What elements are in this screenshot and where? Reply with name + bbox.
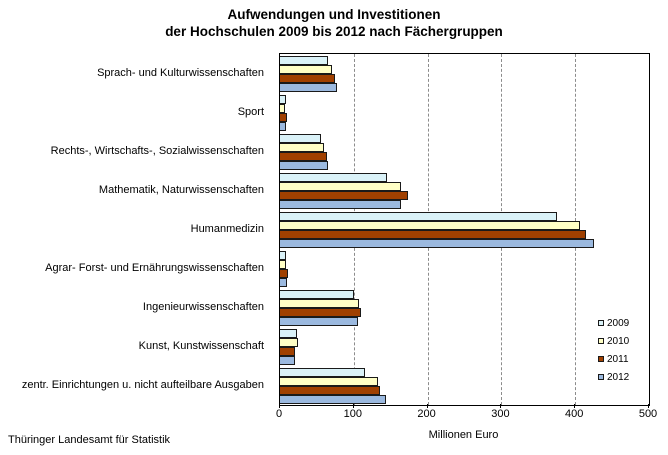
source-attribution: Thüringer Landesamt für Statistik: [8, 434, 171, 446]
bar-2010: [280, 299, 359, 308]
category-label-3: Rechts-, Wirtschafts-, Sozialwissenschaften: [50, 144, 264, 157]
bar-2012: [280, 200, 401, 209]
chart-title: [0, 6, 668, 40]
chart-title-line2: der Hochschulen 2009 bis 2012 nach Fächergruppen: [165, 24, 503, 39]
bar-2010: [280, 65, 332, 74]
legend-item-2010: [598, 332, 629, 350]
bar-2010: [280, 182, 401, 191]
bar-2009: [280, 290, 354, 299]
bar-group-8: [280, 327, 649, 366]
legend-label-2012: 2012: [607, 371, 630, 383]
bar-2010: [280, 338, 298, 347]
bar-group-3: [280, 132, 649, 171]
plot-area: [279, 53, 650, 406]
legend-label-2011: 2011: [607, 353, 629, 365]
legend-label-2009: 2009: [607, 317, 630, 329]
bar-2011: [280, 386, 380, 395]
bar-2009: [280, 251, 286, 260]
bar-2009: [280, 368, 365, 377]
legend: [598, 314, 629, 386]
bar-2012: [280, 395, 386, 404]
bar-2012: [280, 161, 328, 170]
x-axis-title: Millionen Euro: [428, 429, 499, 441]
legend-label-2010: 2010: [607, 335, 630, 347]
bar-2009: [280, 173, 387, 182]
bar-group-1: [280, 54, 649, 93]
bar-2011: [280, 347, 295, 356]
bar-2010: [280, 143, 324, 152]
bar-2011: [280, 230, 586, 239]
legend-swatch-2012: [598, 374, 604, 380]
category-label-2: Sport: [237, 105, 264, 118]
x-tick-label-100: 100: [343, 408, 362, 420]
bar-group-4: [280, 171, 649, 210]
bar-group-6: [280, 249, 649, 288]
bar-2009: [280, 212, 557, 221]
bar-2009: [280, 56, 328, 65]
bar-group-2: [280, 93, 649, 132]
legend-swatch-2011: [598, 356, 604, 362]
bar-2012: [280, 278, 287, 287]
x-tick-label-500: 500: [638, 408, 658, 420]
bar-2010: [280, 377, 378, 386]
bar-2011: [280, 152, 327, 161]
bar-2012: [280, 239, 594, 248]
x-tick-label-0: 0: [275, 408, 283, 420]
bar-2011: [280, 269, 288, 278]
bar-2011: [280, 191, 408, 200]
bar-2011: [280, 113, 287, 122]
bar-2009: [280, 134, 321, 143]
bar-2012: [280, 122, 286, 131]
bar-2011: [280, 74, 335, 83]
bar-2012: [280, 83, 337, 92]
category-label-7: Ingenieurwissenschaften: [142, 300, 264, 313]
x-axis: [275, 405, 658, 421]
category-label-5: Humanmedizin: [190, 222, 264, 235]
category-label-6: Agrar- Forst- und Ernährungswissenschaften: [45, 261, 264, 274]
bar-2009: [280, 95, 286, 104]
bar-2011: [280, 308, 361, 317]
category-label-9: zentr. Einrichtungen u. nicht aufteilbare Ausgaben: [21, 378, 264, 391]
bar-2012: [280, 317, 358, 326]
legend-swatch-2009: [598, 320, 604, 326]
bar-2009: [280, 329, 297, 338]
bar-group-5: [280, 210, 649, 249]
bar-2010: [280, 260, 286, 269]
category-axis-labels: [0, 53, 271, 404]
x-tick-label-400: 400: [565, 408, 584, 420]
category-label-8: Kunst, Kunstwissenschaft: [138, 339, 264, 352]
bar-2010: [280, 104, 285, 113]
chart-title-line1: Aufwendungen und Investitionen: [227, 7, 441, 22]
bar-group-9: [280, 366, 649, 405]
category-label-1: Sprach- und Kulturwissenschaften: [97, 66, 264, 79]
x-tick-label-300: 300: [491, 408, 510, 420]
x-tick-label-200: 200: [417, 408, 436, 420]
bar-group-7: [280, 288, 649, 327]
legend-item-2012: [598, 368, 629, 386]
legend-item-2009: [598, 314, 629, 332]
category-label-4: Mathematik, Naturwissenschaften: [98, 183, 264, 196]
bar-2010: [280, 221, 580, 230]
legend-swatch-2010: [598, 338, 604, 344]
bar-2012: [280, 356, 295, 365]
legend-item-2011: [598, 350, 629, 368]
